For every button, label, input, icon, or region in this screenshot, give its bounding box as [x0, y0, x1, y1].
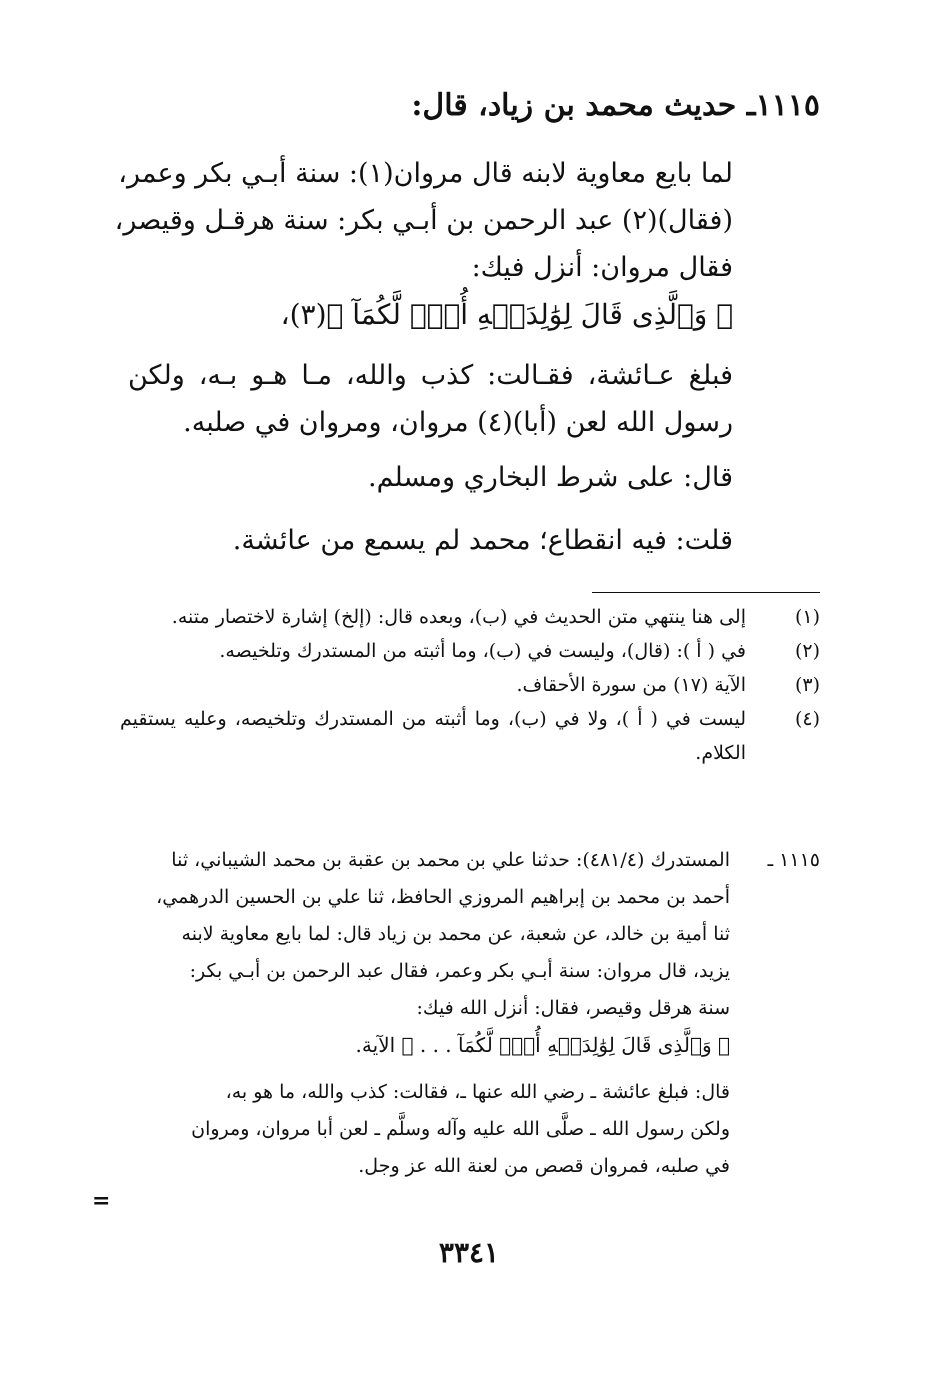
footnote-text: ليست في ( أ )، ولا في (ب)، وما أثبته من المستدرك وتلخيصه، وعليه يستقيم الكلام. [120, 708, 746, 764]
hadith-line: يزيد، قال مروان: سنة أبـي بكر وعمر، فقال عبد الرحمن بن أبـي بكر: [189, 960, 730, 982]
footnote-text: إلى هنا ينتهي متن الحديث في (ب)، وبعده قال: (إلخ) إشارة لاختصار متنه. [171, 606, 746, 628]
footnote [120, 668, 820, 702]
footnote [120, 600, 820, 634]
footnote-text: الآية (١٧) من سورة الأحقاف. [516, 674, 746, 696]
main-line: لما بايع معاوية لابنه قال مروان(١): سنة أبـي بكر وعمر، [118, 158, 733, 189]
main-line: (فقال)(٢) عبد الرحمن بن أبـي بكر: سنة هرقـل وقيصر، [114, 205, 733, 236]
main-text [114, 150, 733, 564]
footnote-number: (٢) [794, 640, 820, 662]
footnote-number: (٤) [794, 708, 820, 730]
grading-line: قال: على شرط البخاري ومسلم. [367, 462, 733, 493]
footnote-number: (٣) [794, 674, 820, 696]
footnote [120, 634, 820, 668]
commentary-line: قلت: فيه انقطاع؛ محمد لم يسمع من عائشة. [232, 525, 733, 556]
hadith-number: ١١١٥ ـ [767, 849, 820, 871]
hadith-line: أحمد بن محمد بن إبراهيم المروزي الحافظ، ثنا علي بن الحسين الدرهمي، [156, 886, 730, 908]
main-line: فبلغ عـائشة، فقـالت: كذب والله، مـا هـو بـه، ولكن [128, 360, 733, 391]
footnotes [120, 600, 820, 770]
footnote-text: في ( أ ): (قال)، وليست في (ب)، وما أثبته من المستدرك وتلخيصه. [219, 640, 746, 662]
hadith-line: في صلبه، فمروان قصص من لعنة الله عز وجل. [358, 1155, 730, 1177]
quran-verse: ﴿ وَٱلَّذِى قَالَ لِوَٰلِدَيۡهِ أُفّٖ لَّكُمَآ ﴾(٣)، [280, 298, 733, 331]
footnote-number: (١) [794, 606, 820, 628]
hadith-line: قال: فبلغ عائشة ـ رضي الله عنها ـ، فقالت: كذب والله، ما هو به، [225, 1081, 730, 1103]
hadith-line: سنة هرقل وقيصر، فقال: أنزل الله فيك: [416, 997, 730, 1019]
footnote-divider [592, 592, 820, 593]
main-line: رسول الله لعن (أبا)(٤) مروان، ومروان في صلبه. [183, 407, 733, 438]
footnote [120, 702, 820, 770]
hadith-line: ولكن رسول الله ـ صلَّى الله عليه وآله وسلَّم ـ لعن أبا مروان، ومروان [191, 1118, 730, 1140]
main-line: فقال مروان: أنزل فيك: [471, 252, 733, 283]
hadith-heading: ١١١٥ـ حديث محمد بن زياد، قال: [411, 88, 820, 123]
continuation-mark: = [92, 1188, 111, 1214]
hadith-line: ثنا أمية بن خالد، عن شعبة، عن محمد بن زياد قال: لما بايع معاوية لابنه [181, 923, 730, 945]
page-number: ٣٣٤١ [438, 1236, 500, 1269]
quran-verse: ﴿ وَٱلَّذِى قَالَ لِوَٰلِدَيۡهِ أُفّٖ لَّكُمَآ . . . ﴾ الآية. [355, 1033, 730, 1057]
hadith-source-note [120, 842, 820, 1185]
hadith-line: المستدرك (٤٨١/٤): حدثنا علي بن محمد بن عقبة بن محمد الشيباني، ثنا [171, 849, 730, 871]
